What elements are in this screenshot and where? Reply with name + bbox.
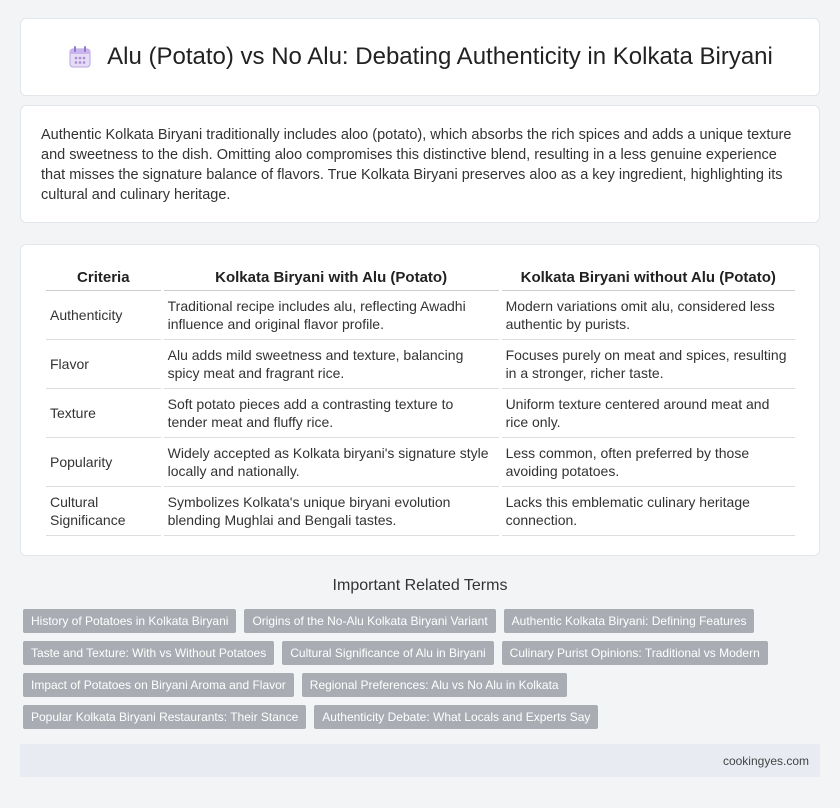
intro-card bbox=[20, 105, 820, 223]
header-criteria: Criteria bbox=[46, 265, 161, 291]
criteria-cell: Popularity bbox=[46, 438, 161, 487]
related-tag[interactable]: Culinary Purist Opinions: Traditional vs Modern bbox=[502, 641, 768, 665]
without-alu-cell: Lacks this emblematic culinary heritage connection. bbox=[502, 487, 795, 536]
criteria-cell: Cultural Significance bbox=[46, 487, 161, 536]
with-alu-cell: Soft potato pieces add a contrasting texture to tender meat and fluffy rice. bbox=[164, 389, 499, 438]
calendar-icon bbox=[67, 44, 93, 70]
related-tag[interactable]: Authenticity Debate: What Locals and Experts Say bbox=[314, 705, 598, 729]
related-tag[interactable]: Cultural Significance of Alu in Biryani bbox=[282, 641, 493, 665]
intro-paragraph: Authentic Kolkata Biryani traditionally includes aloo (potato), which absorbs the rich spices and adds a unique texture and sweetness to the dish. Omitting aloo compromises this distinctive blend, resulting in a less genuine experience that misses the signature balance of flavors. True Kolkata Biryani preserves aloo as a key ingredient, highlighting its cultural and culinary heritage. bbox=[41, 127, 792, 203]
criteria-cell: Authenticity bbox=[46, 291, 161, 340]
related-tag[interactable]: Popular Kolkata Biryani Restaurants: Their Stance bbox=[23, 705, 306, 729]
footer bbox=[20, 744, 820, 777]
with-alu-cell: Symbolizes Kolkata's unique biryani evolution blending Mughlai and Bengali tastes. bbox=[164, 487, 499, 536]
comparison-card bbox=[20, 244, 820, 556]
header-card bbox=[20, 18, 820, 96]
table-row bbox=[46, 389, 795, 438]
without-alu-cell: Uniform texture centered around meat and rice only. bbox=[502, 389, 795, 438]
table-row bbox=[46, 340, 795, 389]
related-tag[interactable]: Regional Preferences: Alu vs No Alu in Kolkata bbox=[302, 673, 567, 697]
with-alu-cell: Alu adds mild sweetness and texture, balancing spicy meat and fragrant rice. bbox=[164, 340, 499, 389]
comparison-table bbox=[43, 265, 798, 536]
page-title: Alu (Potato) vs No Alu: Debating Authenticity in Kolkata Biryani bbox=[107, 43, 773, 70]
table-row bbox=[46, 291, 795, 340]
site-name[interactable]: cookingyes.com bbox=[722, 753, 809, 768]
related-terms-title: Important Related Terms bbox=[332, 577, 508, 594]
related-tag[interactable]: Authentic Kolkata Biryani: Defining Features bbox=[504, 609, 755, 633]
criteria-cell: Flavor bbox=[46, 340, 161, 389]
related-tag[interactable]: Origins of the No-Alu Kolkata Biryani Variant bbox=[244, 609, 495, 633]
header-without-alu: Kolkata Biryani without Alu (Potato) bbox=[502, 265, 795, 291]
header-with-alu: Kolkata Biryani with Alu (Potato) bbox=[164, 265, 499, 291]
related-terms-tags bbox=[23, 609, 803, 729]
related-tag[interactable]: Impact of Potatoes on Biryani Aroma and Flavor bbox=[23, 673, 294, 697]
without-alu-cell: Less common, often preferred by those avoiding potatoes. bbox=[502, 438, 795, 487]
with-alu-cell: Traditional recipe includes alu, reflecting Awadhi influence and original flavor profile. bbox=[164, 291, 499, 340]
with-alu-cell: Widely accepted as Kolkata biryani's signature style locally and nationally. bbox=[164, 438, 499, 487]
related-tag[interactable]: Taste and Texture: With vs Without Potatoes bbox=[23, 641, 274, 665]
table-row bbox=[46, 438, 795, 487]
table-row bbox=[46, 487, 795, 536]
without-alu-cell: Modern variations omit alu, considered less authentic by purists. bbox=[502, 291, 795, 340]
criteria-cell: Texture bbox=[46, 389, 161, 438]
related-tag[interactable]: History of Potatoes in Kolkata Biryani bbox=[23, 609, 236, 633]
table-header-row bbox=[46, 265, 795, 291]
without-alu-cell: Focuses purely on meat and spices, resulting in a stronger, richer taste. bbox=[502, 340, 795, 389]
